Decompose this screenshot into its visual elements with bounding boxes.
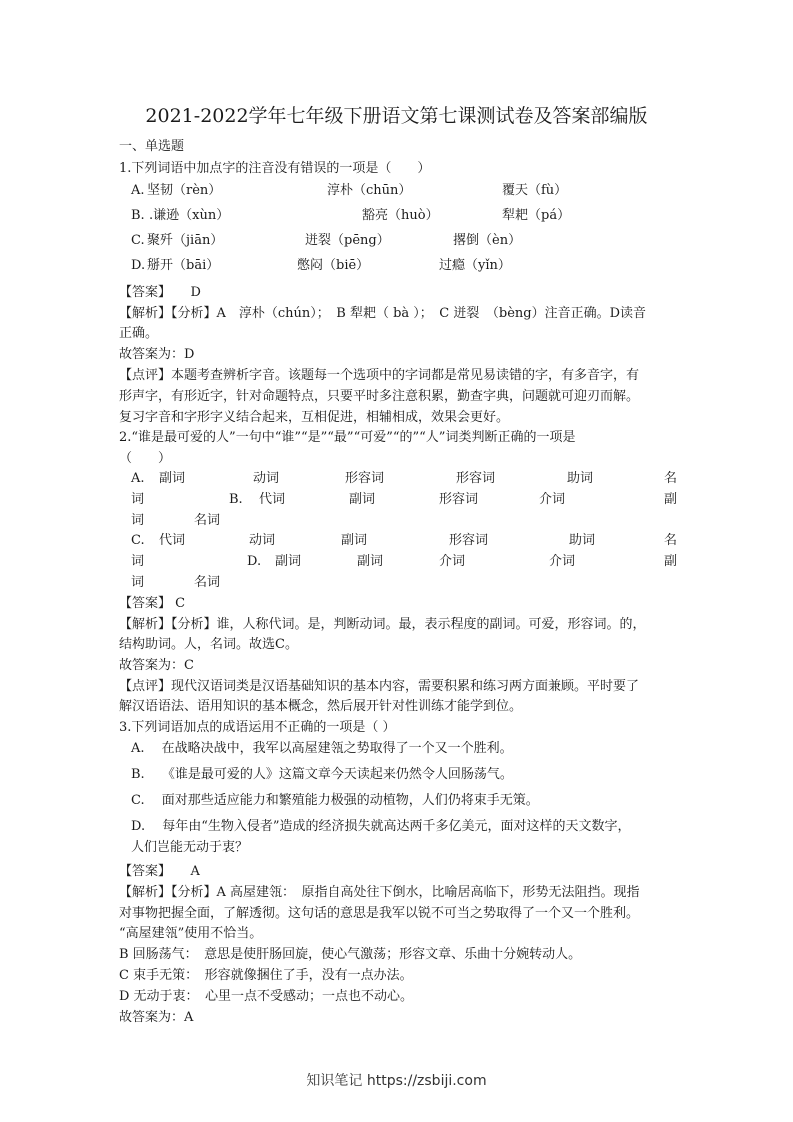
q2-row-1: A. 副词 动词 形容词 形容词 助词 名: [131, 471, 678, 486]
q2-row-4: C. 代词 动词 副词 形容词 助词 名: [131, 533, 678, 548]
q1-analysis: 【解析】【分析】A 淳朴（chún）； B 犁耙（ bà ）； C 迸裂 （bèng）注音正确。D读音: [119, 306, 647, 321]
q2-analysis-1: 【解析】【分析】谁，人称代词。是，判断动词。最，表示程度的副词。可爱，形容词。的，: [119, 617, 646, 632]
q2-conclusion: 故答案为：C: [119, 658, 194, 673]
q2-row-2: 词 B. 代词 副词 形容词 介词 副: [131, 492, 678, 507]
q3-option-b: B. 《谁是最可爱的人》这篇文章今天读起来仍然令人回肠荡气。: [131, 767, 513, 782]
section-heading: 一、单选题: [119, 139, 185, 154]
q3-stem: 3.下列词语加点的成语运用不正确的一项是（ ）: [119, 720, 396, 735]
q1-answer: 【答案】 D: [119, 285, 201, 300]
q3-option-d: D. 每年由“生物入侵者”造成的经济损失就高达两千多亿美元，面对这样的天文数字，: [131, 819, 631, 834]
q3-analysis-3: “高屋建瓴”使用不恰当。: [119, 926, 263, 941]
footer-watermark: 知识笔记 https://zsbiji.com: [306, 1073, 487, 1089]
q3-option-d-cont: 人们岂能无动于衷？: [131, 840, 249, 855]
q2-row-3: 词 名词: [131, 513, 221, 528]
q1-option-a: A. 坚韧（rèn） 淳朴（chūn） 覆天（fù）: [131, 183, 568, 198]
q3-analysis-1: 【解析】【分析】A 高屋建瓴： 原指自高处往下倒水，比喻居高临下，形势无法阻挡。现指: [119, 885, 640, 900]
q1-comment-1: 【点评】本题考查辨析字音。该题每一个选项中的字词都是常见易读错的字，有多音字，有: [119, 368, 640, 383]
q1-stem: 1.下列词语中加点字的注音没有错误的一项是（ ）: [119, 161, 431, 176]
q3-answer: 【答案】 A: [119, 864, 200, 879]
q1-option-b: B. .谦逊（xùn） 豁亮（huò） 犁耙（pá）: [131, 208, 571, 223]
q3-analysis-4: B 回肠荡气： 意思是使肝肠回旋，使心气激荡；形容文章、乐曲十分婉转动人。: [119, 947, 582, 962]
q2-stem: 2.“谁是最可爱的人”一句中“谁”“是”“最”“可爱”“的”“人”词类判断正确的一项是: [119, 430, 576, 445]
q2-row-6: 词 名词: [131, 575, 221, 590]
q3-analysis-2: 对事物把握全面，了解透彻。这句话的意思是我军以锐不可当之势取得了一个又一个胜利。: [119, 906, 640, 921]
q2-analysis-2: 结构助词。人，名词。故选C。: [119, 637, 298, 652]
q1-analysis-cont: 正确。: [119, 326, 159, 341]
q1-option-d: D. 掰开（bāi） 憋闷（biē） 过瘾（yǐn）: [131, 258, 511, 273]
q3-option-c: C. 面对那些适应能力和繁殖能力极强的动植物，人们仍将束手无策。: [131, 793, 539, 808]
q1-comment-3: 复习字音和字形字义结合起来，互相促进，相辅相成，效果会更好。: [119, 410, 510, 425]
q2-row-5: 词 D. 副词 副词 介词 介词 副: [131, 554, 678, 569]
q2-stem-cont: （ ）: [119, 451, 172, 466]
q1-comment-2: 形声字，有形近字，针对命题特点，只要平时多注意积累，勤查字典，问题就可迎刃而解。: [119, 389, 640, 404]
page-title: 2021-2022学年七年级下册语文第七课测试卷及答案部编版: [145, 105, 648, 127]
q3-analysis-5: C 束手无策： 形容就像捆住了手，没有一点办法。: [119, 968, 413, 983]
q2-comment-1: 【点评】现代汉语词类是汉语基础知识的基本内容，需要积累和练习两方面兼顾。平时要了: [119, 679, 640, 694]
q3-option-a: A. 在战略决战中，我军以高屋建瓴之势取得了一个又一个胜利。: [131, 741, 513, 756]
q1-option-c: C. 聚歼（jiān） 迸裂（pēng） 撂倒（èn）: [131, 233, 522, 248]
q1-conclusion: 故答案为：D: [119, 347, 195, 362]
q2-comment-2: 解汉语语法、语用知识的基本概念，然后展开针对性训练才能学到位。: [119, 699, 523, 714]
q3-analysis-6: D 无动于衷： 心里一点不受感动；一点也不动心。: [119, 989, 414, 1004]
q3-conclusion: 故答案为：A: [119, 1010, 194, 1025]
q2-answer: 【答案】 C: [119, 596, 186, 611]
